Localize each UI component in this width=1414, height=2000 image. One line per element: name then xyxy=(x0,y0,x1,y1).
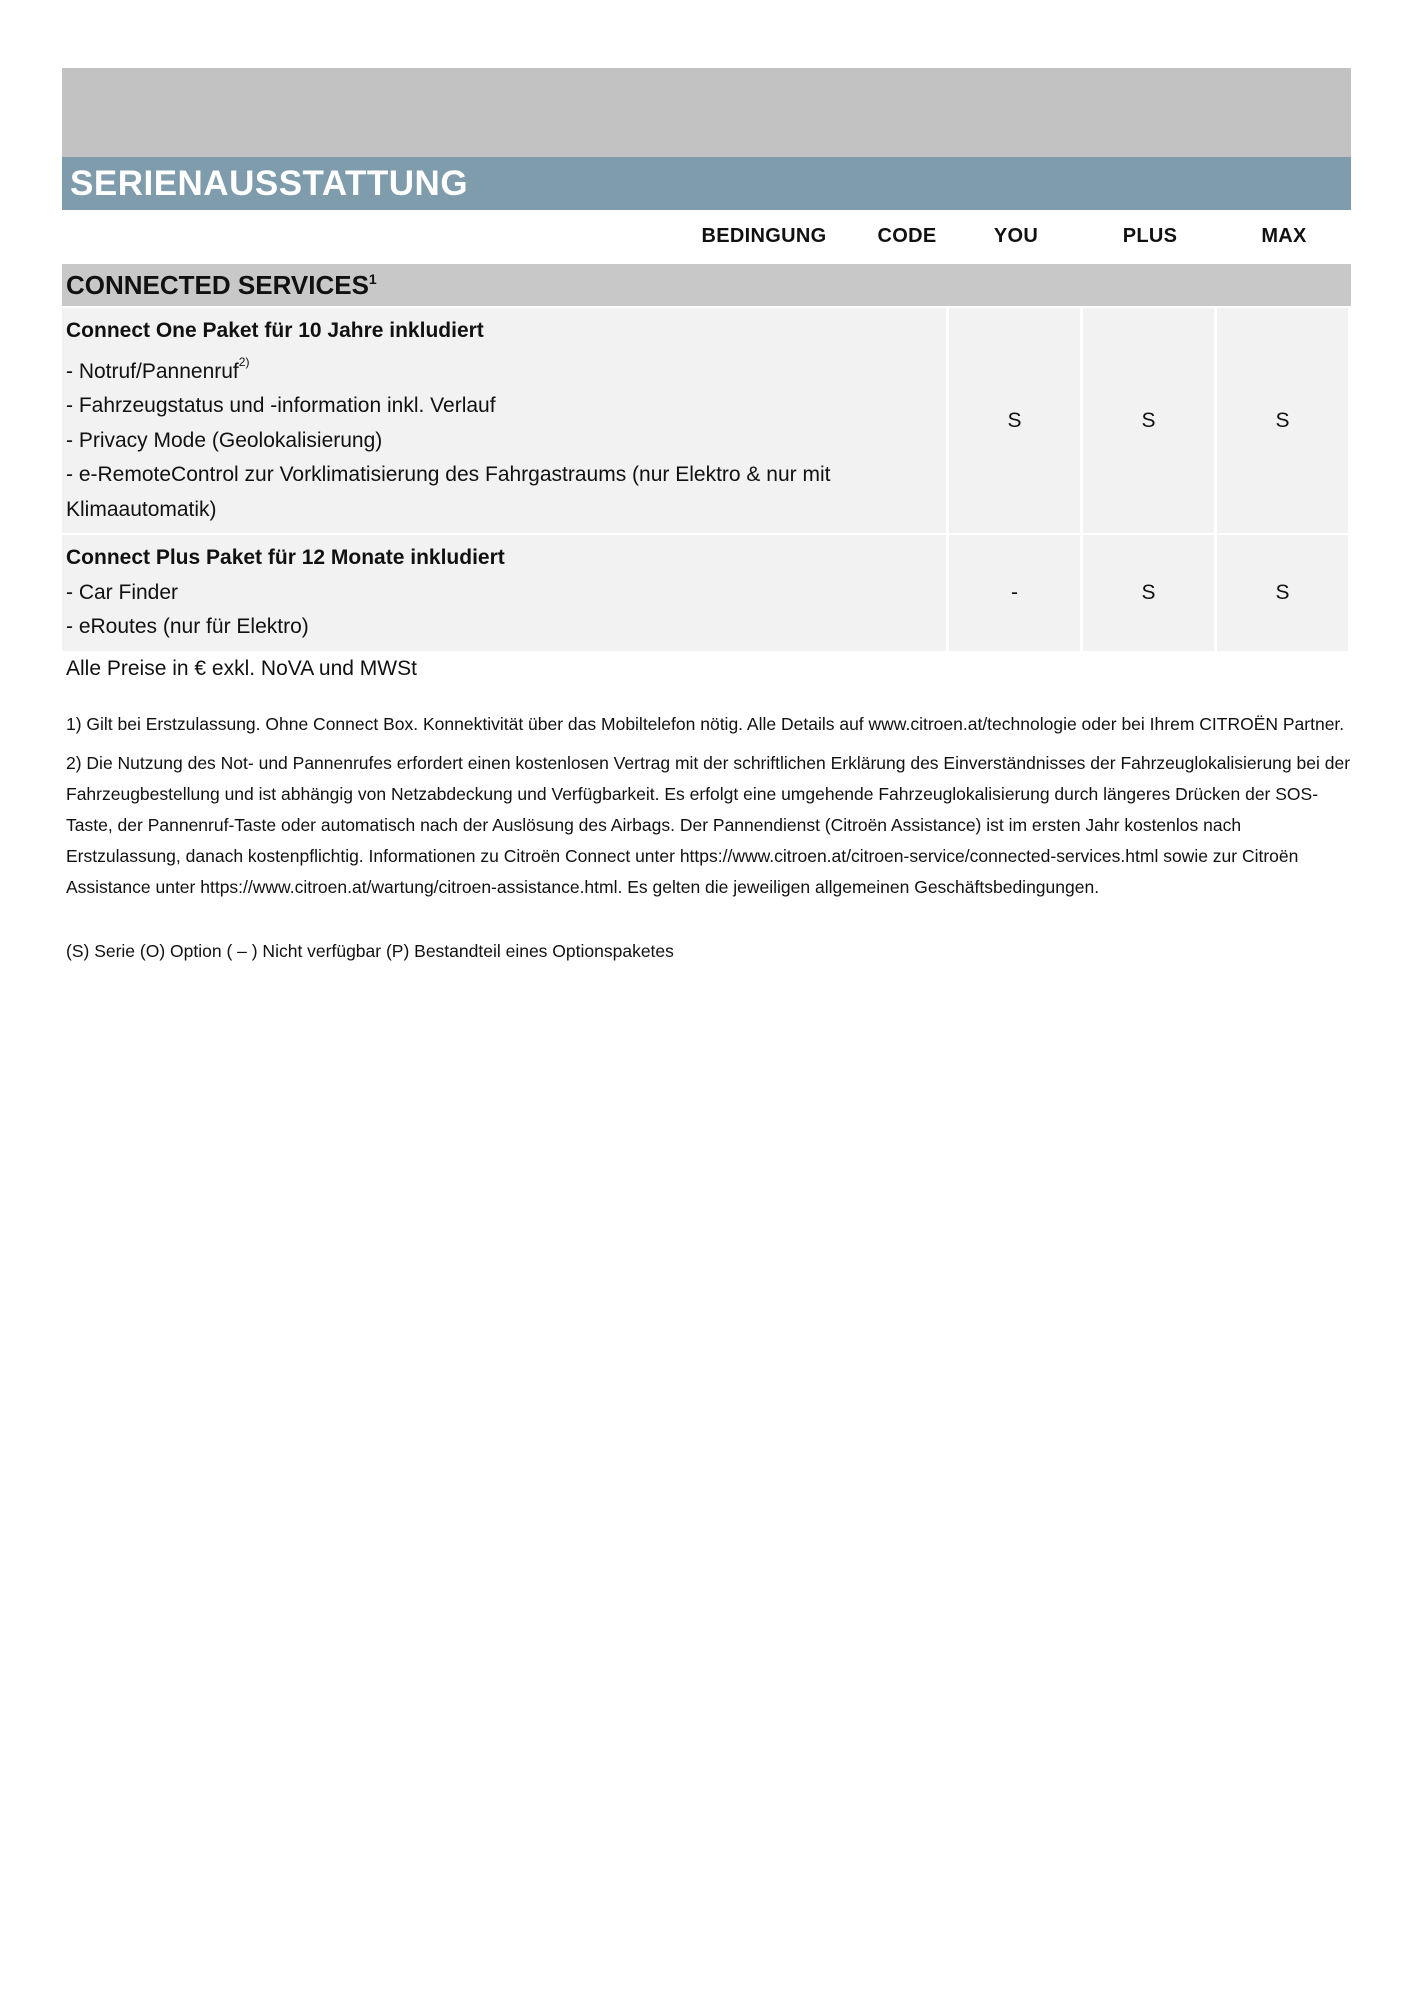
feature-item: Klimaautomatik) xyxy=(66,497,217,521)
footnote-1: 1) Gilt bei Erstzulassung. Ohne Connect Box. Konnektivität über das Mobiltelefon nötig. Alle Details auf www.citroen.at/technologie oder bei Ihrem CITROËN Partner. xyxy=(66,713,1345,734)
feature-description xyxy=(62,535,946,651)
column-plus: PLUS xyxy=(1122,225,1178,247)
value-plus: S xyxy=(1083,535,1214,651)
footnote-ref: 2) xyxy=(238,354,250,369)
feature-title: Connect Plus Paket für 12 Monate inkludiert xyxy=(66,546,505,569)
value-plus: S xyxy=(1083,308,1214,533)
column-header-row xyxy=(62,210,1351,264)
feature-item: - eRoutes (nur für Elektro) xyxy=(66,615,309,638)
feature-item: - Privacy Mode (Geolokalisierung) xyxy=(66,428,383,452)
feature-title: Connect One Paket für 10 Jahre inkludiert xyxy=(66,319,484,342)
equipment-page xyxy=(62,68,1351,962)
value-you: - xyxy=(949,535,1080,651)
top-gray-band xyxy=(62,68,1351,157)
value-you: S xyxy=(949,308,1080,533)
title-bar xyxy=(62,157,1351,210)
column-bedingung: BEDINGUNG xyxy=(701,225,827,247)
feature-description xyxy=(62,308,946,533)
footnotes xyxy=(62,709,1351,903)
feature-item: - Fahrzeugstatus und -information inkl. Verlauf xyxy=(66,394,496,417)
feature-item: - Notruf/Pannenruf$^{2)}$ xyxy=(66,354,250,383)
feature-item: - e-RemoteControl zur Vorklimatisierung des Fahrgastraums (nur Elektro & nur mit xyxy=(66,463,831,486)
table-row xyxy=(62,535,1351,651)
section-title: CONNECTED SERVICES xyxy=(66,269,369,300)
prices-note: Alle Preise in € exkl. NoVA und MWSt xyxy=(66,656,417,680)
column-you: YOU xyxy=(993,225,1039,247)
feature-item: - Car Finder xyxy=(66,580,179,604)
page-title: SERIENAUSSTATTUNG xyxy=(70,163,469,203)
section-footnote-mark: 1 xyxy=(368,271,377,287)
value-max: S xyxy=(1217,308,1348,533)
legend: (S) Serie (O) Option ( – ) Nicht verfügbar (P) Bestandteil eines Optionspaketes xyxy=(66,940,674,961)
value-max: S xyxy=(1217,535,1348,651)
section-header xyxy=(62,264,1351,306)
table-row xyxy=(62,308,1351,533)
column-max: MAX xyxy=(1261,225,1307,247)
column-code: CODE xyxy=(877,225,937,247)
footnote-2: 2) Die Nutzung des Not- und Pannenrufes erfordert einen kostenlosen Vertrag mit der schriftlichen Erklärung des Einverständnisses der Fahrzeuglokalisierung bei der Fahrzeugbestellung und ist abhängig von Netzabdeckung und Verfügbarkeit. Es erfolgt eine umgehende Fahrzeuglokalisierung durch längeres Drücken der SOS-Taste, der Pannenruf-Taste oder automatisch nach der Auslösung des Airbags. Der Pannendienst (Citroën Assistance) ist im ersten Jahr kostenlos nach Erstzulassung, danach kostenpflichtig. Informationen zu Citroën Connect unter https://www.citroen.at/citroen-service/connected-services.html sowie zur Citroën Assistance unter https://www.citroen.at/wartung/citroen-assistance.html. Es gelten die jeweiligen allgemeinen Geschäftsbedingungen. xyxy=(66,752,1351,897)
